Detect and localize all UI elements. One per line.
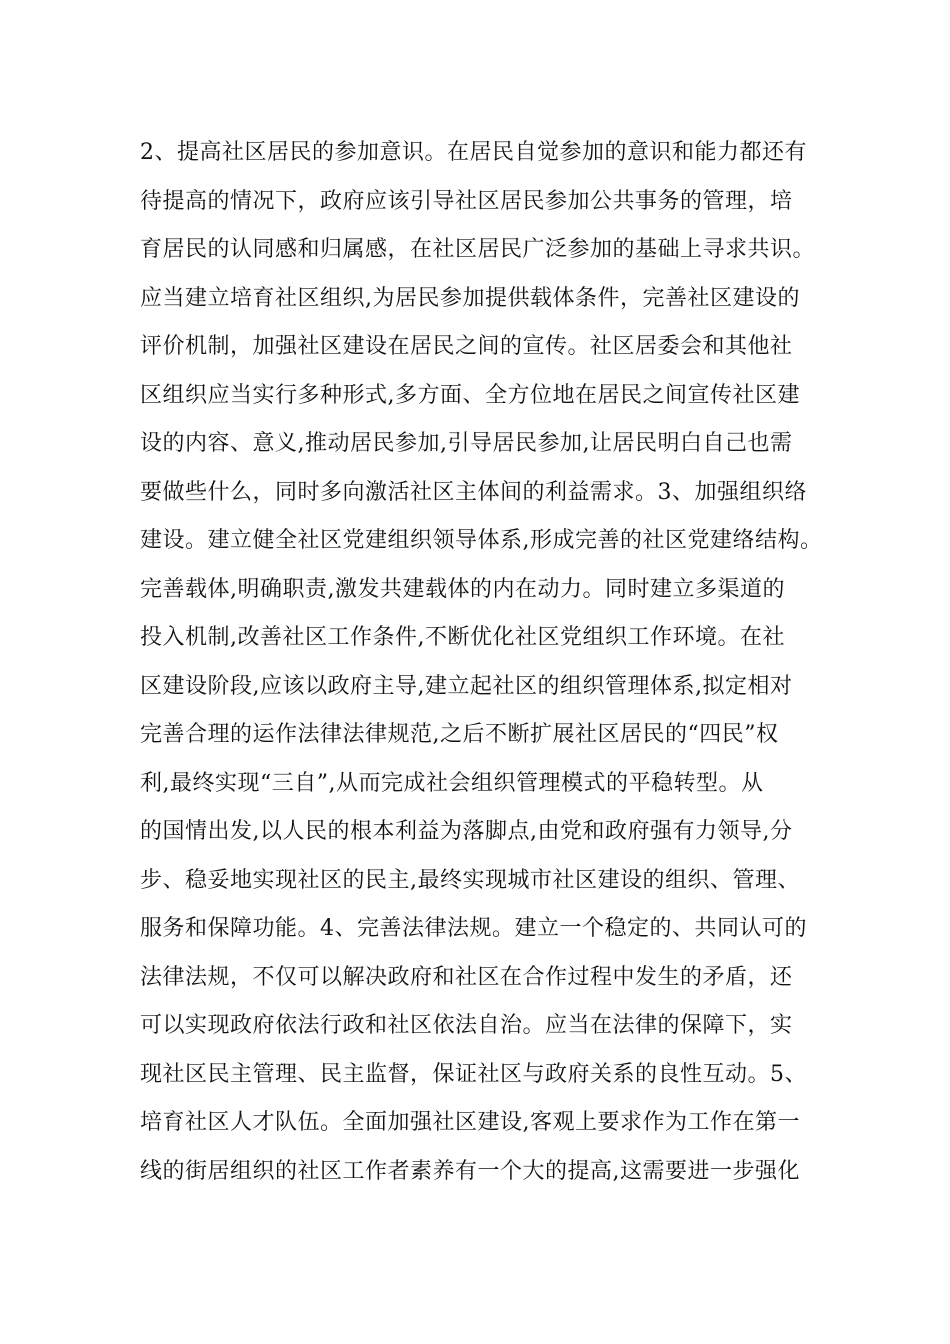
text-line-12: 区建设阶段,应该以政府主导,建立起社区的组织管理体系,拟定相对 bbox=[140, 673, 793, 699]
text-line-7: 设的内容、意义,推动居民参加,引导居民参加,让居民明白自己也需 bbox=[140, 431, 793, 456]
text-line-13: 完善合理的运作法律法律规范,之后不断扩展社区居民的“四民”权 bbox=[140, 722, 779, 747]
text-line-11: 投入机制,改善社区工作条件,不断优化社区党组织工作环境。在社 bbox=[140, 625, 785, 650]
text-line-6: 区组织应当实行多种形式,多方面、全方位地在居民之间宣传社区建 bbox=[140, 382, 800, 408]
text-line-19: 可以实现政府依法行政和社区依法自治。应当在法律的保障下，实 bbox=[140, 1013, 793, 1038]
text-line-10: 完善载体,明确职责,激发共建载体的内在动力。同时建立多渠道的 bbox=[140, 576, 785, 602]
text-line-9: 建设。建立健全社区党建组织领导体系,形成完善的社区党建络结构。 bbox=[140, 528, 823, 553]
text-line-15: 的国情出发,以人民的根本利益为落脚点,由党和政府强有力领导,分 bbox=[140, 819, 793, 844]
text-line-2: 待提高的情况下，政府应该引导社区居民参加公共事务的管理，培 bbox=[140, 188, 793, 214]
text-line-1: 2、提高社区居民的参加意识。在居民自觉参加的意识和能力都还有 bbox=[140, 140, 807, 165]
text-line-14: 利,最终实现“三自”,从而完成社会组织管理模式的平稳转型。从 bbox=[140, 770, 764, 796]
text-line-3: 育居民的认同感和归属感，在社区居民广泛参加的基础上寻求共识。 bbox=[140, 237, 816, 262]
text-line-5: 评价机制，加强社区建设在居民之间的宣传。社区居委会和其他社 bbox=[140, 334, 793, 359]
text-line-4: 应当建立培育社区组织,为居民参加提供载体条件，完善社区建设的 bbox=[140, 285, 800, 311]
text-line-18: 法律法规，不仅可以解决政府和社区在合作过程中发生的矛盾，还 bbox=[140, 964, 793, 990]
text-line-22: 线的街居组织的社区工作者素养有一个大的提高,这需要进一步强化 bbox=[140, 1158, 800, 1184]
body-text bbox=[140, 134, 830, 1201]
text-line-8: 要做些什么，同时多向激活社区主体间的利益需求。3、加强组织络 bbox=[140, 479, 807, 505]
text-line-20: 现社区民主管理、民主监督，保证社区与政府关系的良性互动。5、 bbox=[140, 1061, 807, 1087]
text-line-17: 服务和保障功能。4、完善法律法规。建立一个稳定的、共同认可的 bbox=[140, 916, 807, 941]
text-line-21: 培育社区人才队伍。全面加强社区建设,客观上要求作为工作在第一 bbox=[140, 1110, 800, 1135]
text-line-16: 步、稳妥地实现社区的民主,最终实现城市社区建设的组织、管理、 bbox=[140, 867, 800, 893]
